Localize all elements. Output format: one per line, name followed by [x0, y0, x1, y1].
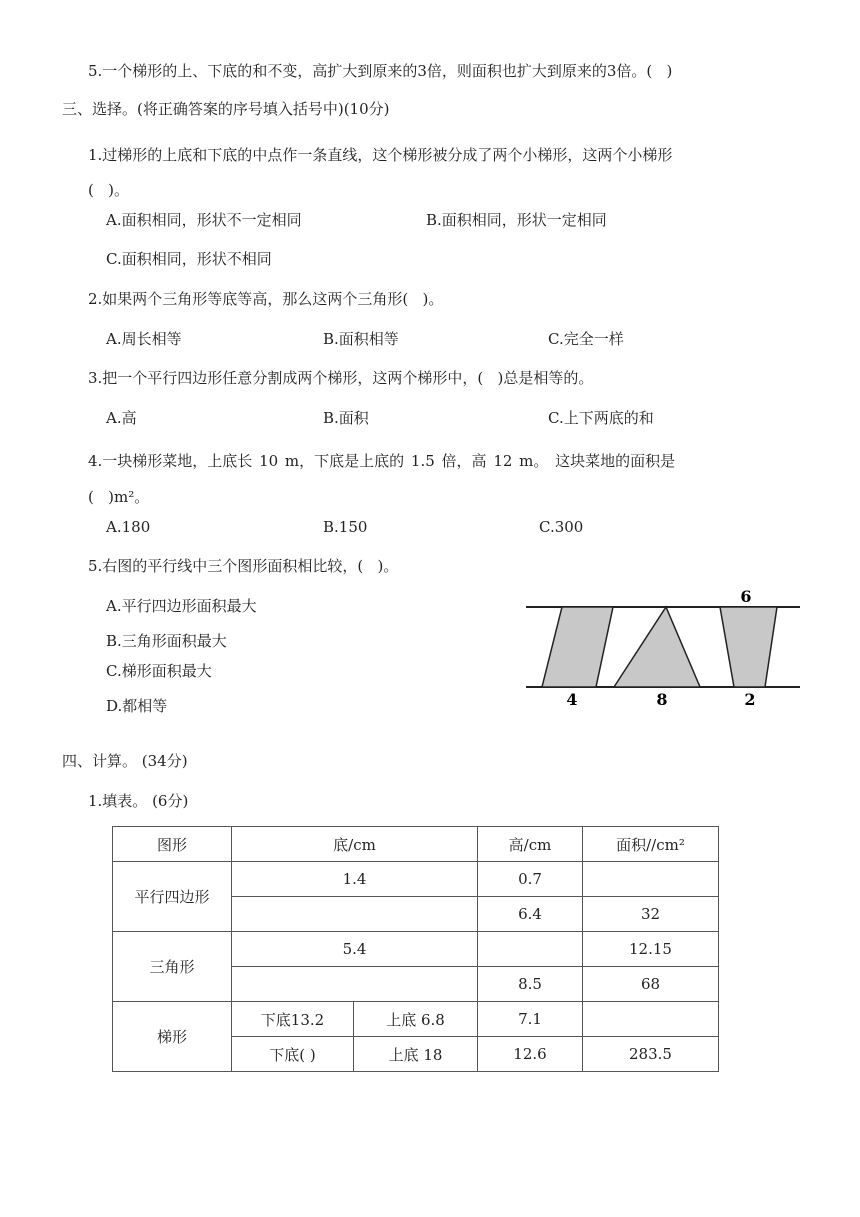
cell-height: 0.7	[478, 862, 583, 897]
q3-5-option-d: D.都相等	[106, 697, 168, 715]
cell-base: 1.4	[232, 862, 478, 897]
q3-1-line2: ( )。	[88, 181, 130, 199]
table-row	[113, 932, 719, 967]
cell-lower-base: 下底13.2	[232, 1002, 354, 1037]
q4-1-text: 1.填表。 (6分)	[88, 792, 189, 810]
label-base-8: 8	[656, 690, 668, 709]
fill-in-table	[112, 826, 719, 1072]
q3-5-option-a: A.平行四边形面积最大	[106, 597, 257, 615]
label-top-6: 6	[740, 588, 752, 606]
q3-2-option-a: A.周长相等	[106, 330, 182, 348]
q3-4-line2: ( )m²。	[88, 488, 150, 506]
q3-1-option-b: B.面积相同，形状一定相同	[426, 211, 607, 229]
cell-area-blank[interactable]	[583, 1002, 719, 1037]
cell-area: 68	[583, 967, 719, 1002]
q3-4-option-b: B.150	[323, 518, 368, 536]
parallel-lines-figure	[520, 588, 810, 716]
cell-height: 6.4	[478, 897, 583, 932]
q3-3-option-a: A.高	[106, 409, 137, 427]
cell-area: 283.5	[583, 1037, 719, 1072]
q3-3-option-b: B.面积	[323, 409, 369, 427]
cell-area: 12.15	[583, 932, 719, 967]
cell-height: 12.6	[478, 1037, 583, 1072]
section4-heading: 四、计算。 (34分)	[62, 752, 188, 770]
parallelogram-shape	[542, 607, 613, 687]
header-height: 高/cm	[478, 827, 583, 862]
table-row	[113, 862, 719, 897]
header-area: 面积//cm²	[583, 827, 719, 862]
header-shape: 图形	[113, 827, 232, 862]
label-base-4: 4	[566, 690, 578, 709]
table-header-row	[113, 827, 719, 862]
q2-5-text: 5.一个梯形的上、下底的和不变，高扩大到原来的3倍，则面积也扩大到原来的3倍。( )	[88, 62, 673, 80]
shape-trapezoid: 梯形	[113, 1002, 232, 1072]
section3-heading: 三、选择。(将正确答案的序号填入括号中)(10分)	[62, 100, 390, 118]
header-base: 底/cm	[232, 827, 478, 862]
q3-3-option-c: C.上下两底的和	[548, 409, 654, 427]
shape-parallelogram: 平行四边形	[113, 862, 232, 932]
q3-4-option-c: C.300	[539, 518, 584, 536]
cell-base: 5.4	[232, 932, 478, 967]
cell-area: 32	[583, 897, 719, 932]
q3-1-option-c: C.面积相同，形状不相同	[106, 250, 272, 268]
q3-5-option-c: C.梯形面积最大	[106, 662, 212, 680]
q3-1-option-a: A.面积相同，形状不一定相同	[106, 211, 302, 229]
cell-area-blank[interactable]	[583, 862, 719, 897]
triangle-shape	[614, 607, 700, 687]
q3-2-text: 2.如果两个三角形等底等高，那么这两个三角形( )。	[88, 290, 444, 308]
cell-upper-base: 上底 18	[354, 1037, 478, 1072]
cell-upper-base: 上底 6.8	[354, 1002, 478, 1037]
table-row	[113, 1002, 719, 1037]
q3-5-option-b: B.三角形面积最大	[106, 632, 227, 650]
shape-triangle: 三角形	[113, 932, 232, 1002]
label-base-2: 2	[744, 690, 756, 709]
cell-height: 7.1	[478, 1002, 583, 1037]
cell-lower-base-blank[interactable]: 下底( )	[232, 1037, 354, 1072]
cell-height-blank[interactable]	[478, 932, 583, 967]
q3-4-option-a: A.180	[106, 518, 151, 536]
q3-5-text: 5.右图的平行线中三个图形面积相比较，( )。	[88, 557, 399, 575]
q3-4-line1: 4.一块梯形菜地，上底长 10 m，下底是上底的 1.5 倍，高 12 m。 这块菜地的面积是	[88, 452, 676, 470]
trapezoid-shape	[720, 607, 777, 687]
q3-1-line1: 1.过梯形的上底和下底的中点作一条直线，这个梯形被分成了两个小梯形，这两个小梯形	[88, 146, 673, 164]
cell-height: 8.5	[478, 967, 583, 1002]
q3-3-text: 3.把一个平行四边形任意分割成两个梯形，这两个梯形中，( )总是相等的。	[88, 369, 594, 387]
cell-base-blank[interactable]	[232, 897, 478, 932]
q3-2-option-b: B.面积相等	[323, 330, 399, 348]
cell-base-blank[interactable]	[232, 967, 478, 1002]
q3-2-option-c: C.完全一样	[548, 330, 624, 348]
